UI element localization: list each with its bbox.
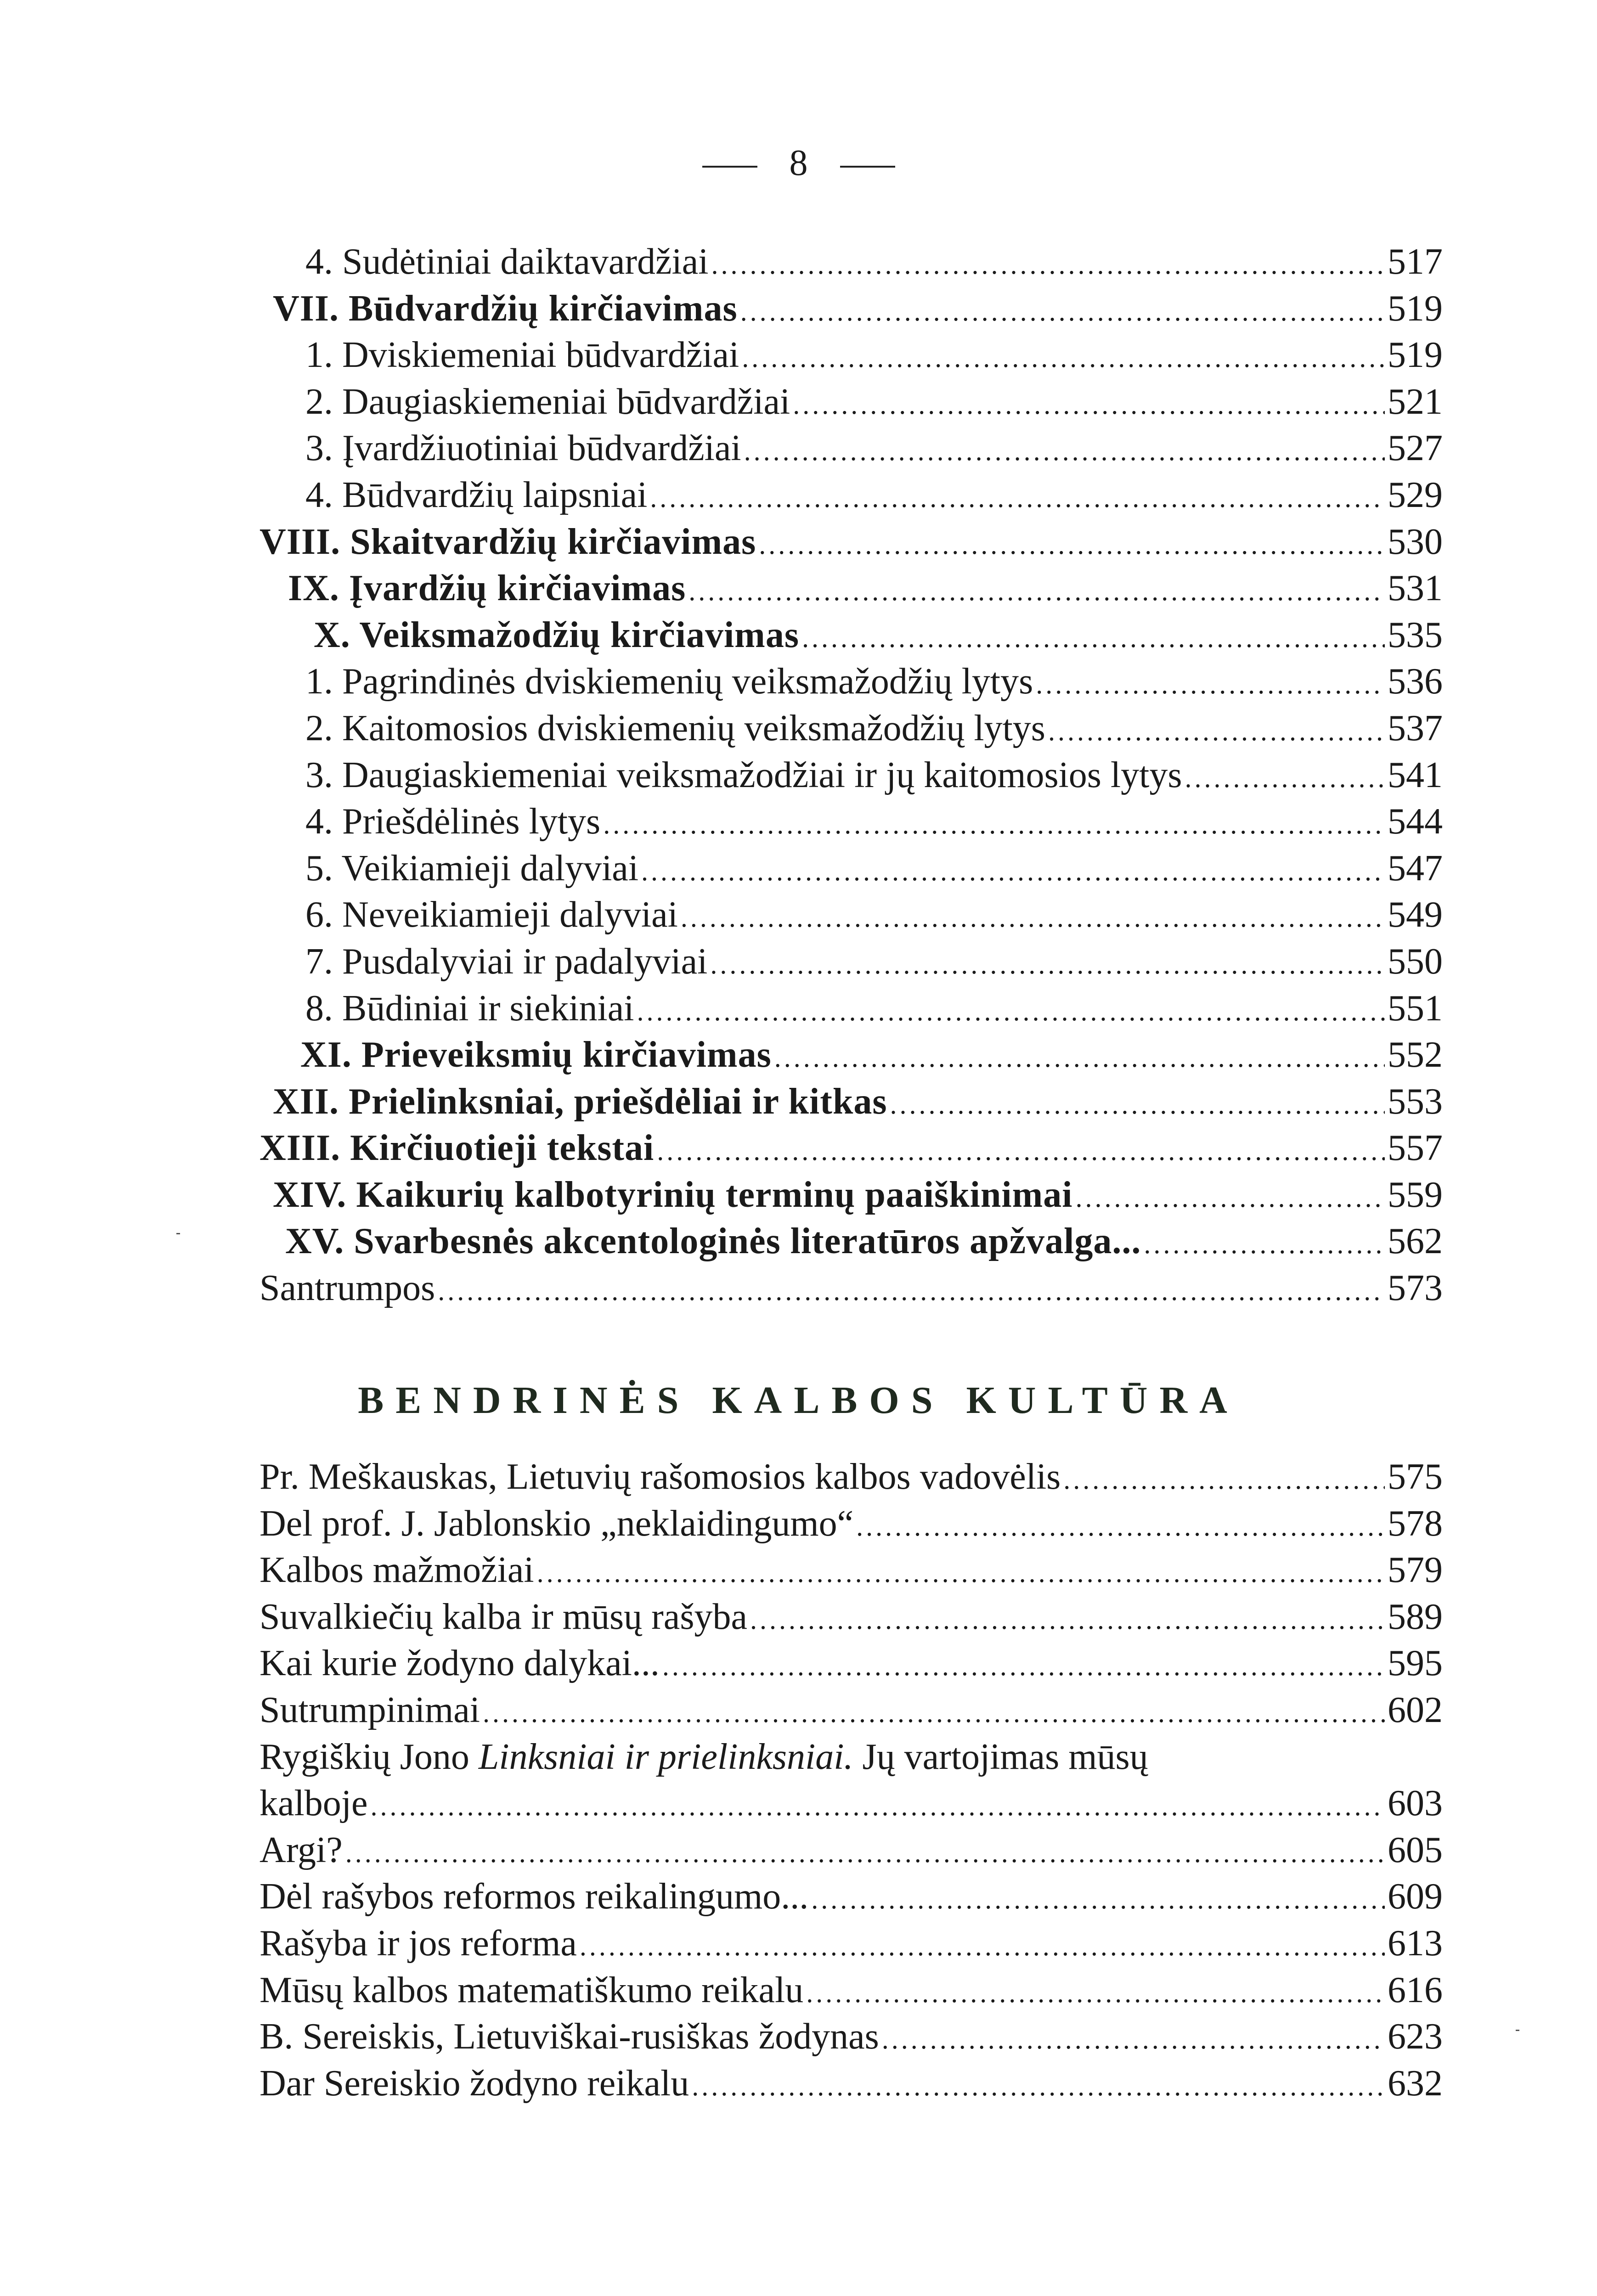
toc-entry[interactable] xyxy=(260,658,1443,705)
toc-entry-page: 602 xyxy=(1388,1689,1443,1730)
toc-entry-page: 603 xyxy=(1388,1783,1443,1824)
toc-entry-title: 7. Pusdalyviai ir padalyviai xyxy=(305,941,708,982)
dot-leader xyxy=(802,615,1385,662)
toc-entry-title: Sutrumpinimai xyxy=(260,1689,480,1730)
toc-entry-title: Kai kurie žodyno dalykai... xyxy=(260,1643,660,1684)
scan-speck xyxy=(1516,2030,1519,2031)
dot-leader xyxy=(759,522,1385,568)
toc-entry-title-italic: Linksniai ir prielinksniai. xyxy=(478,1736,853,1777)
toc-entry-title: XIV. Kaikurių kalbotyrinių terminų paaiškinimai xyxy=(273,1174,1073,1215)
toc-entry-title: IX. Įvardžių kirčiavimas xyxy=(288,568,686,609)
page-number-dash-left xyxy=(702,166,757,168)
toc-entry-page: 536 xyxy=(1388,661,1443,702)
toc-chapter[interactable] xyxy=(260,1218,1443,1265)
dot-leader xyxy=(681,895,1385,941)
toc-entry[interactable] xyxy=(260,845,1443,892)
dot-leader xyxy=(806,1970,1385,2017)
toc-entry[interactable] xyxy=(260,472,1443,519)
toc-chapter[interactable] xyxy=(260,286,1443,332)
toc-entry-page: 549 xyxy=(1388,895,1443,935)
dot-leader xyxy=(793,382,1385,428)
toc-entry[interactable] xyxy=(260,425,1443,472)
section-heading: BENDRINĖS KALBOS KULTŪRA xyxy=(358,1379,1239,1422)
toc-entry-title: 1. Dviskiemeniai būdvardžiai xyxy=(305,335,739,376)
dot-leader xyxy=(483,1690,1385,1737)
toc-entry-title: Del prof. J. Jablonskio „neklaidingumo“ xyxy=(260,1503,854,1544)
toc-entry-title: kalboje xyxy=(260,1783,368,1824)
dot-leader xyxy=(1185,755,1385,802)
dot-leader xyxy=(774,1035,1385,1081)
toc-entry[interactable] xyxy=(260,1827,1443,1874)
toc-entry-title: Rašyba ir jos reforma xyxy=(260,1923,577,1964)
toc-entry-multiline-start[interactable] xyxy=(260,1734,1443,1781)
toc-entry-title: B. Sereiskis, Lietuviškai-rusiškas žodynas xyxy=(260,2016,879,2057)
toc-entry[interactable] xyxy=(260,1640,1443,1687)
toc-entry-page: 552 xyxy=(1388,1035,1443,1075)
toc-entry[interactable] xyxy=(260,1547,1443,1594)
toc-entry[interactable] xyxy=(260,1687,1443,1734)
toc-entry-page: 589 xyxy=(1388,1596,1443,1637)
dot-leader xyxy=(438,1268,1385,1315)
toc-entry-page: 605 xyxy=(1388,1829,1443,1870)
toc-entry-title: XV. Svarbesnės akcentologinės literatūros apžvalga... xyxy=(285,1221,1141,1262)
dot-leader xyxy=(1076,1175,1385,1221)
dot-leader xyxy=(650,475,1385,522)
toc-entry-page: 551 xyxy=(1388,988,1443,1029)
table-of-contents-language-culture xyxy=(260,1454,1443,2107)
dot-leader xyxy=(537,1550,1385,1597)
toc-entry-title: Pr. Meškauskas, Lietuvių rašomosios kalbos vadovėlis xyxy=(260,1457,1061,1497)
toc-entry-page: 537 xyxy=(1388,708,1443,748)
dot-leader xyxy=(1048,708,1385,755)
toc-entry-page: 557 xyxy=(1388,1128,1443,1169)
scan-speck xyxy=(176,1233,180,1234)
dot-leader xyxy=(740,288,1385,335)
dot-leader xyxy=(882,2016,1385,2063)
dot-leader xyxy=(637,988,1385,1035)
toc-entry[interactable] xyxy=(260,939,1443,985)
toc-entry-title: Dėl rašybos reformos reikalingumo... xyxy=(260,1876,809,1917)
toc-entry-page: 553 xyxy=(1388,1081,1443,1122)
dot-leader xyxy=(692,2063,1385,2110)
toc-entry-title: VIII. Skaitvardžių kirčiavimas xyxy=(260,521,756,562)
page-number-dash-right xyxy=(840,166,895,168)
toc-entry-title: Santrumpos xyxy=(260,1268,435,1309)
toc-entry-page: 527 xyxy=(1388,428,1443,469)
toc-chapter[interactable] xyxy=(260,1172,1443,1219)
toc-entry-title: 1. Pagrindinės dviskiemenių veiksmažodžių lytys xyxy=(305,661,1033,702)
toc-chapter[interactable] xyxy=(260,1032,1443,1079)
toc-entry-title: XI. Prieveiksmių kirčiavimas xyxy=(300,1035,772,1075)
dot-leader xyxy=(688,568,1385,615)
toc-entry[interactable] xyxy=(260,1594,1443,1641)
toc-entry[interactable] xyxy=(260,2014,1443,2060)
dot-leader xyxy=(710,941,1385,988)
toc-entry-page: 559 xyxy=(1388,1174,1443,1215)
toc-entry-title: VII. Būdvardžių kirčiavimas xyxy=(273,288,738,329)
toc-entry-page: 535 xyxy=(1388,614,1443,655)
toc-entry-page: 579 xyxy=(1388,1550,1443,1591)
toc-entry-title: Kalbos mažmožiai xyxy=(260,1550,534,1591)
toc-entry-page: 573 xyxy=(1388,1268,1443,1309)
dot-leader xyxy=(742,335,1385,382)
toc-entry-page: 632 xyxy=(1388,2063,1443,2104)
dot-leader xyxy=(811,1876,1385,1923)
toc-entry[interactable] xyxy=(260,1780,1443,1827)
toc-entry-title: XIII. Kirčiuotieji tekstai xyxy=(260,1128,655,1169)
dot-leader xyxy=(750,1597,1385,1643)
dot-leader xyxy=(641,848,1385,895)
toc-entry[interactable] xyxy=(260,705,1443,752)
page-number xyxy=(0,140,1597,186)
toc-entry[interactable] xyxy=(260,1920,1443,1967)
toc-entry-page: 616 xyxy=(1388,1970,1443,2010)
toc-entry[interactable] xyxy=(260,239,1443,286)
toc-entry-page: 541 xyxy=(1388,754,1443,795)
toc-entry-page: 575 xyxy=(1388,1457,1443,1497)
toc-entry-page: 550 xyxy=(1388,941,1443,982)
toc-entry-title: 3. Įvardžiuotiniai būdvardžiai xyxy=(305,428,741,469)
toc-entry-title: 4. Būdvardžių laipsniai xyxy=(305,474,648,515)
toc-entry-title: 5. Veikiamieji dalyviai xyxy=(305,848,639,889)
toc-entry-title: 6. Neveikiamieji dalyviai xyxy=(305,895,678,935)
dot-leader xyxy=(1036,661,1385,708)
toc-entry-title: 4. Priešdėlinės lytys xyxy=(305,801,601,842)
toc-entry-page: 623 xyxy=(1388,2016,1443,2057)
toc-entry-title: Mūsų kalbos matematiškumo reikalu xyxy=(260,1970,804,2010)
toc-entry-page: 531 xyxy=(1388,568,1443,609)
dot-leader xyxy=(856,1503,1385,1550)
toc-entry-title: X. Veiksmažodžių kirčiavimas xyxy=(314,614,799,655)
toc-entry[interactable] xyxy=(260,1967,1443,2014)
toc-entry-page: 595 xyxy=(1388,1643,1443,1684)
toc-entry[interactable] xyxy=(260,2060,1443,2107)
toc-entry-title: 2. Kaitomosios dviskiemenių veiksmažodžių lytys xyxy=(305,708,1045,748)
toc-entry[interactable] xyxy=(260,752,1443,799)
toc-entry-title: 2. Daugiaskiemeniai būdvardžiai xyxy=(305,381,790,422)
toc-entry-page: 613 xyxy=(1388,1923,1443,1964)
toc-entry-page: 519 xyxy=(1388,335,1443,376)
toc-entry-title: 4. Sudėtiniai daiktavardžiai xyxy=(305,242,709,282)
toc-entry-page: 517 xyxy=(1388,242,1443,282)
dot-leader xyxy=(580,1923,1385,1970)
toc-entry[interactable] xyxy=(260,1501,1443,1548)
toc-entry-title: XII. Prielinksniai, priešdėliai ir kitkas xyxy=(273,1081,887,1122)
dot-leader xyxy=(744,428,1385,475)
toc-entry[interactable] xyxy=(260,892,1443,939)
dot-leader xyxy=(1063,1457,1385,1503)
toc-entry-title xyxy=(260,1734,1148,1781)
toc-entry-title: Argi? xyxy=(260,1829,343,1870)
dot-leader xyxy=(370,1783,1385,1830)
toc-chapter[interactable] xyxy=(260,1079,1443,1125)
dot-leader xyxy=(1144,1221,1385,1268)
toc-entry[interactable] xyxy=(260,332,1443,379)
toc-entry-page: 530 xyxy=(1388,521,1443,562)
toc-entry-page: 544 xyxy=(1388,801,1443,842)
toc-entry[interactable] xyxy=(260,799,1443,845)
toc-entry-title: Dar Sereiskio žodyno reikalu xyxy=(260,2063,689,2104)
toc-entry[interactable] xyxy=(260,1265,1443,1312)
dot-leader xyxy=(711,242,1385,288)
toc-entry-page: 521 xyxy=(1388,381,1443,422)
toc-chapter[interactable] xyxy=(260,612,1443,659)
toc-entry-page: 562 xyxy=(1388,1221,1443,1262)
toc-entry-title: Suvalkiečių kalba ir mūsų rašyba xyxy=(260,1596,747,1637)
toc-chapter[interactable] xyxy=(260,519,1443,566)
table-of-contents-accentology xyxy=(260,239,1443,1312)
toc-chapter[interactable] xyxy=(260,565,1443,612)
toc-entry-title: 3. Daugiaskiemeniai veiksmažodžiai ir jų kaitomosios lytys xyxy=(305,754,1182,795)
toc-entry[interactable] xyxy=(260,985,1443,1032)
dot-leader xyxy=(657,1128,1385,1175)
toc-chapter[interactable] xyxy=(260,1125,1443,1172)
toc-entry-title-prefix: Rygiškių Jono xyxy=(260,1736,479,1777)
toc-entry-page: 519 xyxy=(1388,288,1443,329)
toc-entry-title: 8. Būdiniai ir siekiniai xyxy=(305,988,634,1029)
page-number-value: 8 xyxy=(789,143,808,183)
toc-entry[interactable] xyxy=(260,1454,1443,1501)
toc-entry-page: 609 xyxy=(1388,1876,1443,1917)
toc-entry-page: 547 xyxy=(1388,848,1443,889)
dot-leader xyxy=(890,1081,1385,1128)
dot-leader xyxy=(662,1643,1385,1690)
dot-leader xyxy=(345,1830,1385,1877)
toc-entry[interactable] xyxy=(260,1874,1443,1920)
toc-entry-page: 578 xyxy=(1388,1503,1443,1544)
toc-entry[interactable] xyxy=(260,379,1443,426)
toc-entry-page: 529 xyxy=(1388,474,1443,515)
dot-leader xyxy=(603,801,1385,848)
toc-entry-title-suffix: Jų vartojimas mūsų xyxy=(853,1736,1148,1777)
